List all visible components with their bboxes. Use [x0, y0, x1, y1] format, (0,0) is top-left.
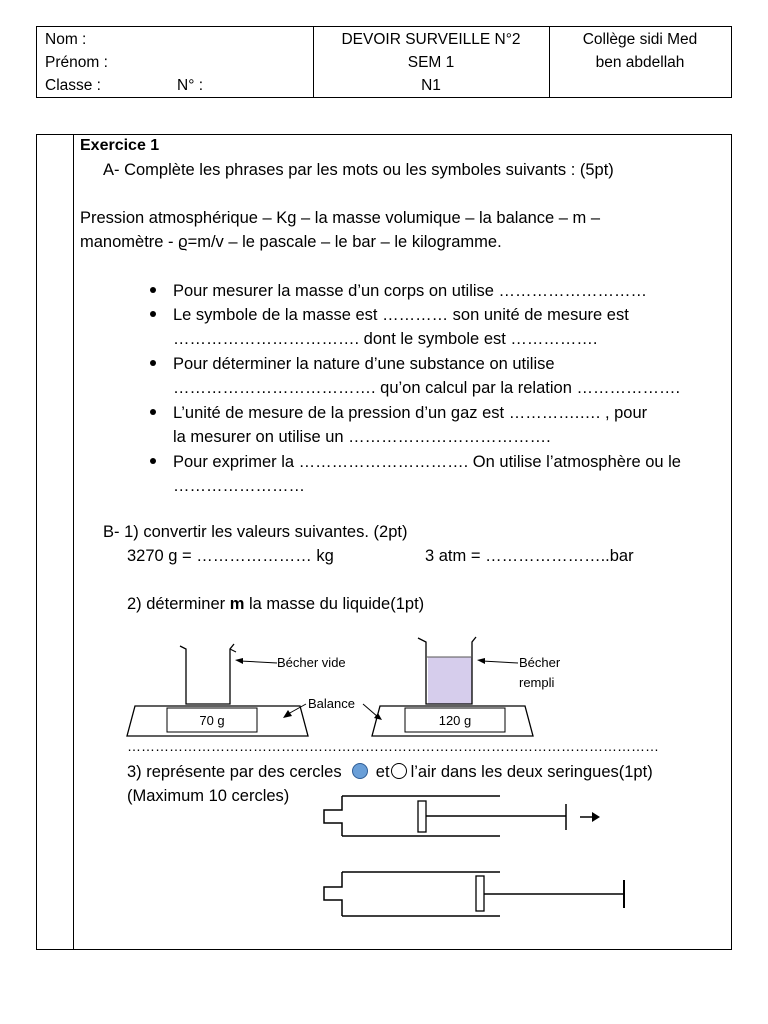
syringe-2-piston — [476, 876, 484, 911]
school-name-line1: Collège sidi Med — [582, 31, 698, 48]
part-b-question-1: B- 1) convertir les valeurs suivantes. (2pt) — [103, 523, 408, 541]
word-bank-line1: Pression atmosphérique – Kg – la masse volumique – la balance – m – — [80, 209, 601, 227]
balance-pointer-right — [363, 704, 378, 717]
bullet-dot — [150, 360, 156, 366]
bullet-dot — [150, 311, 156, 317]
syringe-1-piston — [418, 801, 426, 832]
answer-line: …………………………………………………………………………………………………… — [127, 738, 659, 754]
balance-figure — [120, 630, 561, 740]
bullet-3-line1: Pour déterminer la nature d’une substance on utilise — [173, 355, 555, 373]
bullet-dot — [150, 287, 156, 293]
bullet-4-line2: la mesurer on utilise un ………………………………. — [173, 428, 551, 446]
question-3-note: (Maximum 10 cercles) — [127, 787, 290, 805]
syringes-figure — [318, 790, 608, 925]
class-field-label: Classe : — [45, 77, 101, 94]
syringe-2 — [324, 872, 624, 916]
question-3 — [127, 760, 653, 784]
filled-beaker-label-line2: rempli — [519, 675, 555, 690]
bullet-1-line1: Pour mesurer la masse d’un corps on utilise ……………………… — [173, 282, 648, 300]
conversion-mass: 3270 g = ………………… kg — [127, 547, 334, 565]
empty-beaker-pointer — [240, 661, 277, 663]
empty-beaker-label: Bécher vide — [277, 655, 346, 670]
exam-title-cell — [313, 27, 550, 97]
q3-text-c: l’air dans les deux seringues(1pt) — [410, 763, 653, 781]
semester-label: SEM 1 — [407, 54, 455, 71]
bullet-dot — [150, 409, 156, 415]
name-field-label: Nom : — [45, 31, 87, 48]
arrowhead — [235, 658, 243, 664]
q3-text-b: et — [375, 763, 390, 781]
right-balance-reading: 120 g — [438, 713, 472, 728]
liquid — [428, 657, 472, 704]
bullet-2-line1: Le symbole de la masse est ………… son unité de mesure est — [173, 306, 629, 324]
empty-beaker — [180, 644, 234, 704]
bullet-3-line2: ………………………………. qu’on calcul par la relation ………………. — [173, 379, 681, 397]
bullet-4-line1: L’unité de mesure de la pression d’un gaz est ………….…. , pour — [173, 404, 648, 422]
bullet-5-line1: Pour exprimer la …………………………. On utilise l’atmosphère ou le — [173, 453, 681, 471]
bullet-dot — [150, 458, 156, 464]
conversion-pressure: 3 atm = …………………..bar — [425, 547, 634, 565]
firstname-field-label: Prénom : — [45, 54, 108, 71]
margin-divider — [73, 135, 74, 949]
word-bank-line2: manomètre - ϱ=m/v – le pascale – le bar – le kilogramme. — [80, 233, 502, 251]
exercise-title: Exercice 1 — [80, 137, 160, 154]
part-a-instruction: A- Complète les phrases par les mots ou les symboles suivants : (5pt) — [103, 161, 614, 179]
filled-beaker-pointer — [482, 661, 518, 663]
school-cell — [549, 27, 731, 97]
header-table — [36, 26, 732, 98]
q3-text-a: 3) représente par des cercles — [127, 763, 342, 781]
part-b-question-2 — [127, 592, 424, 616]
school-name-line2: ben abdellah — [595, 54, 685, 71]
student-info-cell — [37, 27, 314, 97]
left-balance-reading: 70 g — [199, 713, 225, 728]
q2-suffix: la masse du liquide(1pt) — [244, 595, 425, 613]
q2-mass-symbol: m — [229, 595, 245, 613]
filled-beaker-label-line1: Bécher — [519, 655, 561, 670]
filled-circle-icon — [352, 763, 368, 779]
number-field-label: N° : — [177, 77, 204, 94]
level-label: N1 — [421, 77, 441, 94]
balance-label: Balance — [308, 696, 355, 711]
syringe-2-handle — [623, 880, 625, 908]
empty-circle-icon — [391, 763, 407, 779]
bullet-2-line2: ……………………………. dont le symbole est ……………. — [173, 330, 598, 348]
q2-prefix: 2) déterminer — [127, 595, 230, 613]
bullet-5-line2: …………………… — [173, 477, 305, 495]
exam-title: DEVOIR SURVEILLE N°2 — [341, 31, 521, 48]
syringe-1 — [324, 796, 600, 836]
